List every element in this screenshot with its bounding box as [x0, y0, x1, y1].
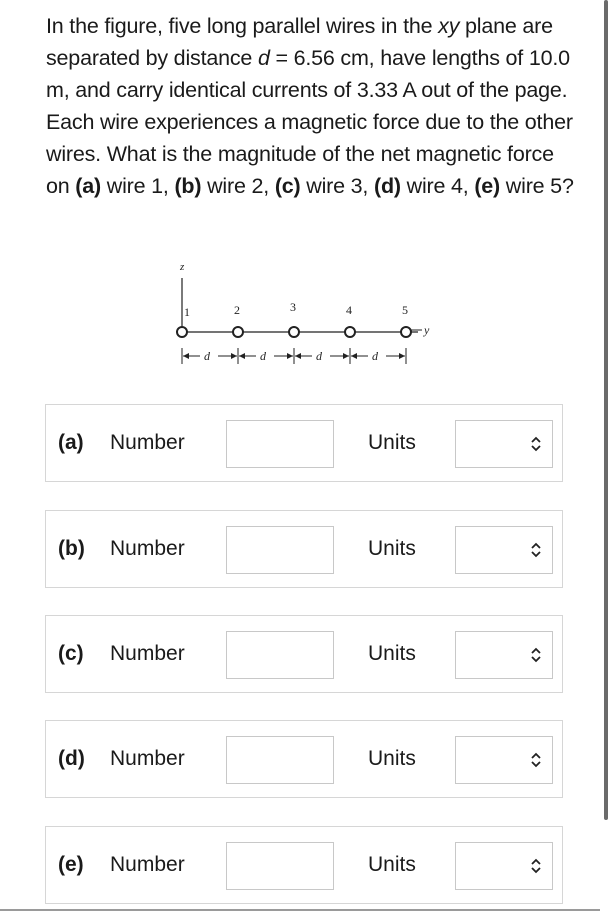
part-tag-d: (d) [373, 174, 401, 198]
number-input-a[interactable] [226, 420, 334, 468]
units-label-a: Units [368, 431, 416, 454]
number-input-e[interactable] [226, 842, 334, 890]
units-select-e[interactable] [455, 842, 553, 890]
number-input-b[interactable] [226, 526, 334, 574]
plane-variable: xy [438, 14, 460, 38]
up-down-chevron-icon [530, 751, 542, 769]
up-down-chevron-icon [530, 435, 542, 453]
wire-label-1: 1 [184, 305, 190, 319]
question-plane-text: plane are separated by distance [46, 14, 553, 70]
units-select-a[interactable] [455, 420, 553, 468]
part-label-d: (d) [58, 747, 85, 770]
up-down-chevron-icon [530, 646, 542, 664]
number-label-e: Number [110, 853, 185, 876]
number-label-b: Number [110, 537, 185, 560]
units-label-e: Units [368, 853, 416, 876]
wire-2 [233, 327, 243, 337]
wire-label-3: 3 [290, 300, 296, 314]
wire-label-2: 2 [234, 303, 240, 317]
part-tag-e: (e) [474, 174, 501, 198]
units-label-b: Units [368, 537, 416, 560]
units-label-c: Units [368, 642, 416, 665]
units-select-d[interactable] [455, 736, 553, 784]
part-label-e: (e) [58, 853, 84, 876]
wire-label-5: 5 [402, 303, 408, 317]
up-down-chevron-icon [530, 857, 542, 875]
wire-3 [289, 327, 299, 337]
spacing-label-3: d [316, 349, 322, 363]
wire-diagram [160, 248, 450, 378]
answer-row-c [45, 615, 563, 693]
units-label-d: Units [368, 747, 416, 770]
answer-row-d [45, 720, 563, 798]
part-text-e: wire 5? [500, 174, 574, 198]
units-select-c[interactable] [455, 631, 553, 679]
wire-label-4: 4 [346, 303, 352, 317]
spacing-label-2: d [260, 349, 266, 363]
part-tag-b: (b) [174, 174, 202, 198]
wire-5 [401, 327, 411, 337]
question-text [46, 10, 576, 202]
number-label-a: Number [110, 431, 185, 454]
number-label-c: Number [110, 642, 185, 665]
wire-4 [345, 327, 355, 337]
y-axis-label: y [424, 323, 430, 337]
units-select-b[interactable] [455, 526, 553, 574]
up-down-chevron-icon [530, 541, 542, 559]
spacing-label-1: d [204, 349, 210, 363]
answer-row-b [45, 510, 563, 588]
question-body: = 6.56 cm, have lengths of 10.0 m, and carry identical currents of 3.33 A out of the page. Each wire experiences a magnetic force due to the other wires. What is the magnitude of the net magnetic force on [46, 46, 573, 198]
number-input-d[interactable] [226, 736, 334, 784]
scrollbar-thumb[interactable] [604, 0, 608, 820]
bottom-divider [0, 909, 600, 911]
number-label-d: Number [110, 747, 185, 770]
part-label-c: (c) [58, 642, 84, 665]
part-tag-a: (a) [75, 174, 101, 198]
question-intro: In the figure, five long parallel wires in the [46, 14, 439, 38]
part-label-b: (b) [58, 537, 85, 560]
z-axis-label: z [180, 261, 185, 273]
part-text-c: wire 3, [300, 174, 374, 198]
wire-1 [177, 327, 187, 337]
answer-row-e [45, 826, 563, 904]
vertical-scrollbar[interactable] [601, 0, 609, 913]
distance-variable: d [257, 46, 270, 70]
part-text-a: wire 1, [100, 174, 175, 198]
number-input-c[interactable] [226, 631, 334, 679]
spacing-label-4: d [372, 349, 378, 363]
part-tag-c: (c) [274, 174, 301, 198]
part-text-b: wire 2, [201, 174, 275, 198]
part-text-d: wire 4, [400, 174, 475, 198]
answer-row-a [45, 404, 563, 482]
part-label-a: (a) [58, 431, 84, 454]
